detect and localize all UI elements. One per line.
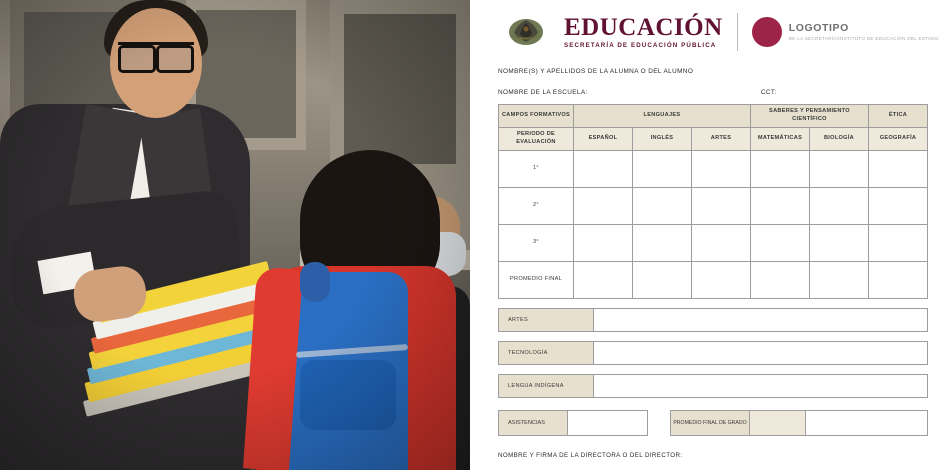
- grade-cell[interactable]: [751, 188, 810, 225]
- director-signature-label: NOMBRE Y FIRMA DE LA DIRECTORA O DEL DIRECTOR:: [498, 452, 683, 459]
- grade-cell[interactable]: [574, 225, 633, 262]
- header-divider: [737, 13, 738, 51]
- grade-cell[interactable]: [751, 151, 810, 188]
- column-header-geografia: GEOGRAFÍA: [869, 128, 928, 151]
- column-header-biologia: BIOLOGÍA: [810, 128, 869, 151]
- row-label-promedio-final: PROMEDIO FINAL: [499, 262, 574, 299]
- grade-cell[interactable]: [574, 188, 633, 225]
- grade-cell[interactable]: [574, 151, 633, 188]
- grade-cell[interactable]: [869, 262, 928, 299]
- grade-cell[interactable]: [751, 225, 810, 262]
- table-column-header-row: [499, 128, 928, 151]
- grade-cell[interactable]: [810, 151, 869, 188]
- grade-cell[interactable]: [869, 151, 928, 188]
- logo-placeholder-sub: DE LA SECRETARÍA/INSTITUTO DE EDUCACIÓN DEL ESTADO: [788, 36, 939, 42]
- column-header-matematicas: MATEMÁTICAS: [751, 128, 810, 151]
- attendance-label: ASISTENCIAS: [498, 410, 568, 436]
- grade-cell[interactable]: [869, 225, 928, 262]
- logo-placeholder-name: LOGOTIPO: [788, 21, 849, 34]
- student-name-field-label: NOMBRE(S) Y APELLIDOS DE LA ALUMNA O DEL ALUMNO: [498, 68, 694, 75]
- logo-circle-icon: [752, 17, 782, 47]
- subject-row-artes: [498, 308, 928, 332]
- grade-cell[interactable]: [810, 225, 869, 262]
- group-header-lenguajes: LENGUAJES: [574, 105, 751, 128]
- subject-row-lengua-indigena: [498, 374, 928, 398]
- row-label-periodo-2: 2°: [499, 188, 574, 225]
- subject-label-artes: ARTES: [498, 308, 594, 332]
- subject-label-tecnologia: TECNOLOGÍA: [498, 341, 594, 365]
- table-corner-top-label: CAMPOS FORMATIVOS: [499, 105, 574, 128]
- group-header-saberes: SABERES Y PENSAMIENTO CIENTÍFICO: [751, 105, 869, 128]
- grade-cell[interactable]: [633, 225, 692, 262]
- grade-cell[interactable]: [692, 262, 751, 299]
- education-wordmark: [564, 15, 723, 49]
- column-header-espanol: ESPAÑOL: [574, 128, 633, 151]
- cct-label: CCT:: [760, 89, 777, 96]
- education-subtitle: SECRETARÍA DE EDUCACIÓN PÚBLICA: [564, 41, 717, 49]
- grade-cell[interactable]: [751, 262, 810, 299]
- subject-input-artes[interactable]: [594, 308, 928, 332]
- grade-cell[interactable]: [692, 151, 751, 188]
- column-header-ingles: INGLÉS: [633, 128, 692, 151]
- table-group-header-row: [499, 105, 928, 128]
- summary-trailing-cell: [806, 410, 928, 436]
- grade-cell[interactable]: [810, 262, 869, 299]
- final-average-label: PROMEDIO FINAL DE GRADO: [670, 410, 750, 436]
- attendance-input[interactable]: [568, 410, 648, 436]
- row-label-periodo-3: 3°: [499, 225, 574, 262]
- column-header-artes: ARTES: [692, 128, 751, 151]
- state-logo-placeholder: [752, 17, 939, 47]
- summary-spacer: [648, 410, 670, 436]
- summary-row: [498, 410, 928, 436]
- grades-table: [498, 104, 928, 299]
- education-title: EDUCACIÓN: [564, 13, 723, 41]
- final-average-input[interactable]: [750, 410, 806, 436]
- grade-cell[interactable]: [633, 151, 692, 188]
- grade-cell[interactable]: [692, 225, 751, 262]
- grade-cell[interactable]: [692, 188, 751, 225]
- mexican-coat-of-arms-icon: [498, 13, 554, 51]
- grade-cell[interactable]: [810, 188, 869, 225]
- grade-cell[interactable]: [633, 262, 692, 299]
- row-label-periodo-1: 1°: [499, 151, 574, 188]
- grade-cell[interactable]: [869, 188, 928, 225]
- table-row: [499, 262, 928, 299]
- table-row: [499, 151, 928, 188]
- table-row: [499, 188, 928, 225]
- report-card-document: [470, 0, 940, 470]
- table-corner-bottom-label: PERIODO DE EVALUACIÓN: [499, 128, 574, 151]
- subject-input-tecnologia[interactable]: [594, 341, 928, 365]
- subject-input-lengua-indigena[interactable]: [594, 374, 928, 398]
- school-row: [470, 89, 940, 96]
- grade-cell[interactable]: [633, 188, 692, 225]
- group-header-etica: ÉTICA: [869, 105, 928, 128]
- school-name-label: NOMBRE DE LA ESCUELA:: [498, 89, 588, 96]
- grade-cell[interactable]: [574, 262, 633, 299]
- subject-label-lengua-indigena: LENGUA INDÍGENA: [498, 374, 594, 398]
- subject-row-tecnologia: [498, 341, 928, 365]
- table-row: [499, 225, 928, 262]
- document-header: [470, 0, 940, 60]
